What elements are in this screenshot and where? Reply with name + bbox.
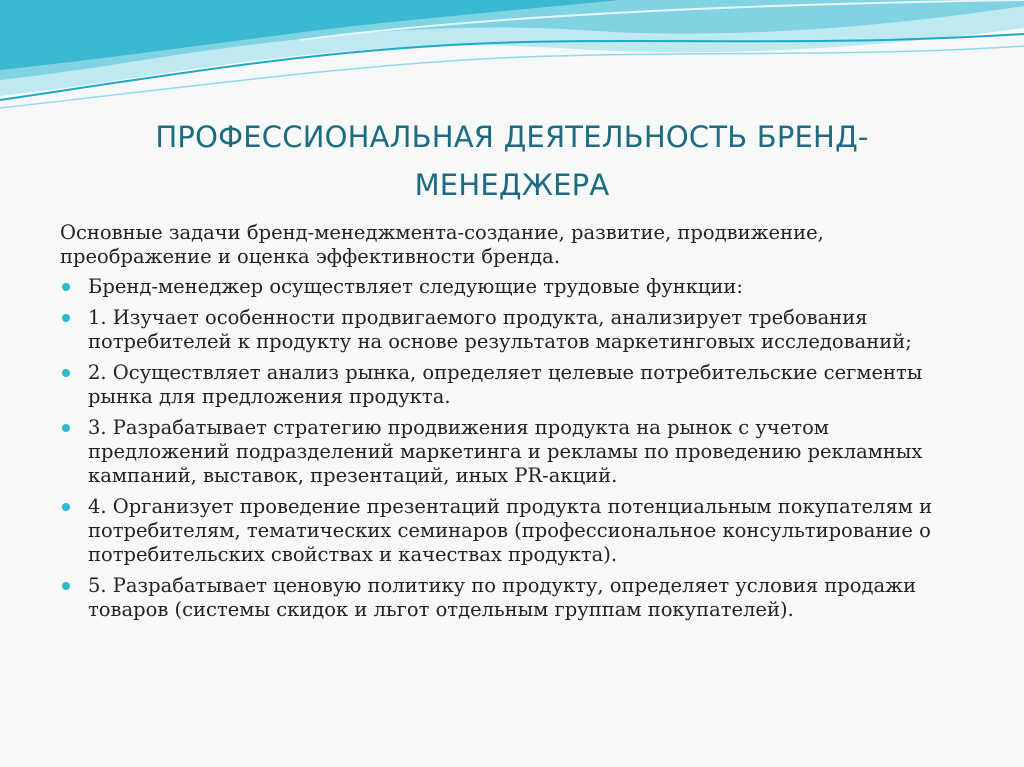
list-item-text: Бренд-менеджер осуществляет следующие трудовые функции: xyxy=(88,275,743,298)
slide-title: ПРОФЕССИОНАЛЬНАЯ ДЕЯТЕЛЬНОСТЬ БРЕНД-МЕНЕДЖЕРА xyxy=(155,120,869,202)
bullet-dot-icon xyxy=(62,369,70,377)
list-item-text: 4. Организует проведение презентаций продукта потенциальным покупателям и потребителям, тематических семинаров (профессиональное консультирование о потребительских свойствах и качествах продукта). xyxy=(88,495,933,566)
bullet-dot-icon xyxy=(62,503,70,511)
list-item xyxy=(60,306,960,354)
list-item-text: 5. Разрабатывает ценовую политику по продукту, определяет условия продажи товаров (системы скидок и льгот отдельным группам покупателей). xyxy=(88,574,917,621)
header-wave-decoration xyxy=(0,0,1024,120)
bullet-dot-icon xyxy=(62,582,70,590)
list-item xyxy=(60,416,960,488)
bullet-dot-icon xyxy=(62,314,70,322)
bullet-dot-icon xyxy=(62,283,70,291)
list-item-text: 2. Осуществляет анализ рынка, определяет целевые потребительские сегменты рынка для предложения продукта. xyxy=(88,361,923,408)
list-item xyxy=(60,574,960,622)
list-item xyxy=(60,361,960,409)
list-item-text: 3. Разрабатывает стратегию продвижения продукта на рынок с учетом предложений подразделений маркетинга и рекламы по проведению рекламных кампаний, выставок, презентаций, иных PR-акций. xyxy=(88,416,923,487)
slide-body xyxy=(60,221,960,629)
bullet-dot-icon xyxy=(62,424,70,432)
list-item xyxy=(60,275,960,299)
list-item-text: 1. Изучает особенности продвигаемого продукта, анализирует требования потребителей к продукту на основе результатов маркетинговых исследований; xyxy=(88,306,912,353)
intro-paragraph: Основные задачи бренд-менеджмента-создание, развитие, продвижение, преображение и оценка эффективности бренда. xyxy=(60,221,824,268)
list-item xyxy=(60,495,960,567)
bullet-list xyxy=(60,275,960,622)
